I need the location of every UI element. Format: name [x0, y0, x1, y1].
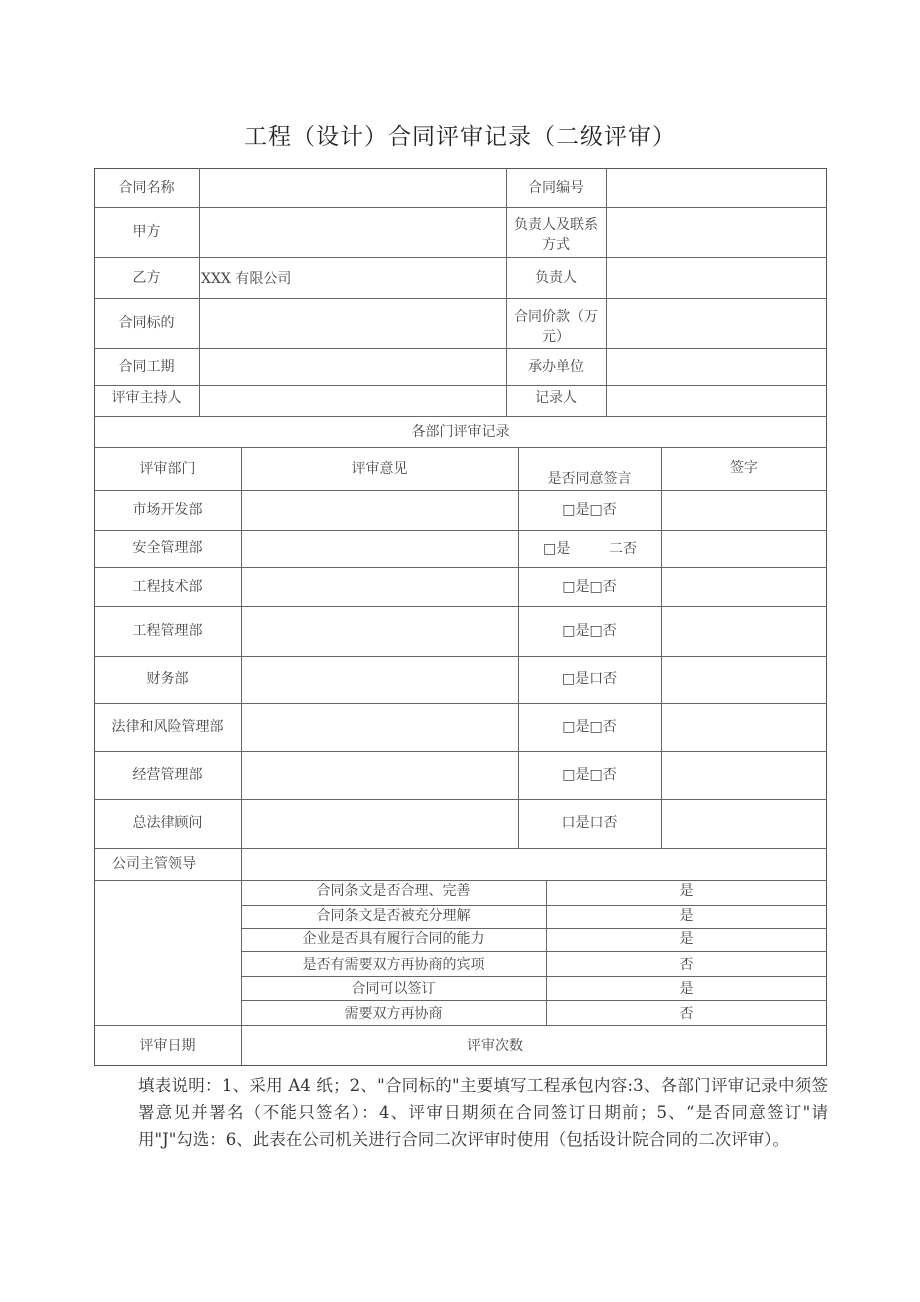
party-b-value: XXX 有限公司 — [201, 271, 292, 287]
check-answer: 是 — [679, 981, 694, 997]
divider — [241, 951, 827, 952]
contractor-label: 承办单位 — [528, 359, 584, 375]
check-question: 是否有需要双方再协商的宾项 — [302, 957, 485, 973]
divider — [199, 168, 200, 416]
agree-checkbox[interactable]: □是□否 — [562, 767, 617, 783]
sign-header: 签字 — [730, 460, 758, 476]
agree-no-checkbox[interactable]: 二否 — [609, 541, 637, 557]
dept-name: 工程技术部 — [132, 579, 203, 595]
leader-label: 公司主管领导 — [112, 856, 196, 872]
dept-name: 财务部 — [146, 671, 189, 687]
check-answer: 是 — [679, 931, 694, 947]
section-title: 各部门评审记录 — [411, 424, 510, 440]
period-label: 合同工期 — [118, 359, 175, 375]
opinion-header: 评审意见 — [351, 461, 408, 477]
dept-name: 总法律顾问 — [132, 815, 203, 831]
divider — [94, 298, 827, 299]
divider — [606, 168, 607, 416]
price-label: 合同价款（万元） — [514, 309, 598, 345]
contract-name-label: 合同名称 — [118, 180, 175, 196]
divider — [94, 348, 827, 349]
divider — [94, 530, 827, 531]
check-answer: 否 — [679, 1006, 694, 1022]
agree-checkbox[interactable]: □是□否 — [562, 502, 617, 518]
fill-instructions: 填表说明：1、采用 A4 纸；2、"合同标的"主要填写工程承包内容:3、各部门评审记录中须签署意见并署名（不能只签名）：4、评审日期须在合同签订日期前；5、“是否同意签订"请用"J"勾选：6、此表在公司机关进行合同二次评审时使用（包括设计院合同的二次评审）。 — [138, 1076, 828, 1149]
agree-yes-checkbox[interactable]: □是 — [543, 541, 571, 557]
divider — [94, 703, 827, 704]
divider — [94, 656, 827, 657]
review-date-label: 评审日期 — [139, 1038, 196, 1054]
divider — [241, 976, 827, 977]
dept-name: 法律和风险管理部 — [111, 719, 224, 735]
divider — [94, 416, 827, 417]
divider — [94, 799, 827, 800]
divider — [94, 567, 827, 568]
agree-checkbox[interactable]: □是口否 — [561, 671, 618, 687]
agree-checkbox[interactable]: □是□否 — [562, 579, 617, 595]
divider — [94, 1025, 827, 1026]
check-question: 合同条文是否合理、完善 — [316, 883, 471, 899]
party-a-label: 甲方 — [132, 224, 161, 240]
page-title: 工程（设计）合同评审记录（二级评审） — [244, 124, 676, 150]
divider — [94, 447, 827, 448]
check-question: 合同可以签订 — [351, 981, 436, 997]
recorder-label: 记录人 — [535, 390, 577, 406]
divider — [506, 168, 507, 416]
principal-label: 负责人 — [535, 270, 577, 286]
check-question: 需要双方再协商 — [344, 1006, 443, 1022]
check-answer: 是 — [679, 883, 694, 899]
agree-checkbox[interactable]: □是□否 — [562, 719, 617, 735]
divider — [94, 751, 827, 752]
divider — [94, 606, 827, 607]
dept-name: 经营管理部 — [132, 767, 203, 783]
divider — [94, 385, 827, 386]
subject-label: 合同标的 — [118, 315, 175, 331]
dept-name: 安全管理部 — [132, 540, 203, 556]
divider — [94, 848, 827, 849]
check-answer: 否 — [679, 957, 694, 973]
divider — [241, 1000, 827, 1001]
divider — [94, 257, 827, 258]
host-label: 评审主持人 — [111, 390, 182, 406]
check-question: 合同条文是否被充分理解 — [316, 908, 471, 924]
contract-no-label: 合同编号 — [528, 180, 584, 196]
divider — [661, 447, 662, 848]
dept-name: 市场开发部 — [132, 502, 203, 518]
divider — [94, 490, 827, 491]
party-b-label: 乙方 — [132, 270, 161, 286]
divider — [94, 207, 827, 208]
agree-header: 是否同意签言 — [547, 471, 632, 487]
agree-checkbox[interactable]: 口是口否 — [561, 815, 618, 831]
agree-checkbox[interactable]: □是□否 — [562, 623, 617, 639]
review-count-label: 评审次数 — [467, 1038, 523, 1054]
check-answer: 是 — [679, 908, 694, 924]
dept-header: 评审部门 — [139, 461, 196, 477]
dept-name: 工程管理部 — [132, 623, 203, 639]
contact-label: 负责人及联系方式 — [514, 217, 598, 253]
check-question: 企业是否具有履行合同的能力 — [302, 931, 485, 947]
